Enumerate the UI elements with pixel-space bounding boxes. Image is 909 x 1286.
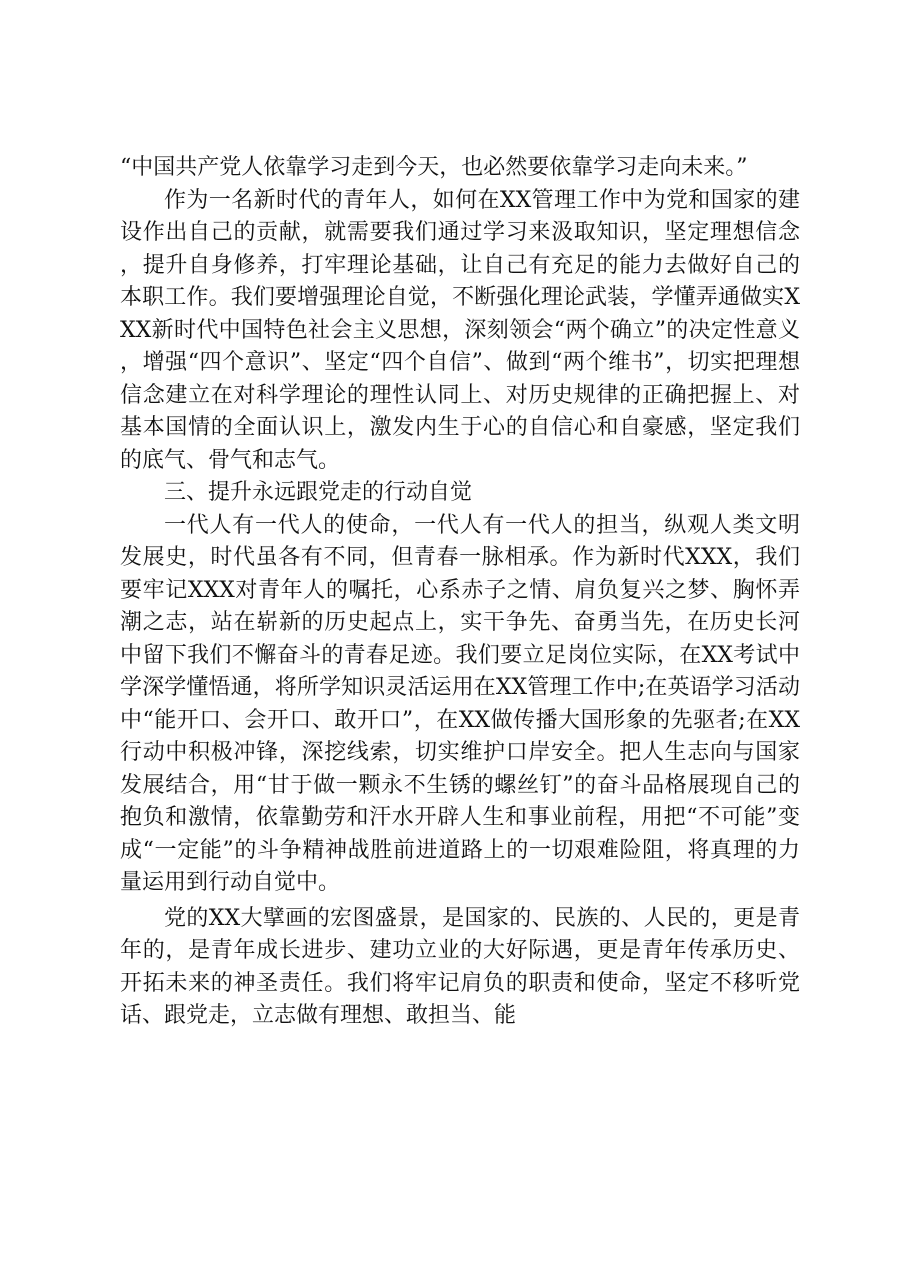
body-paragraph-youth-contribution: 作为一名新时代的青年人，如何在XX管理工作中为党和国家的建设作出自己的贡献，就需要我们通过学习来汲取知识，坚定理想信念，提升自身修养，打牢理论基础，让自己有充足的能力去做好自己的本职工作。我们要增强理论自觉，不断强化理论武装，学懂弄通做实XXX新时代中国特色社会主义思想，深刻领会“两个确立”的决定性意义，增强“四个意识”、坚定“四个自信”、做到“两个维书”，切实把理想信念建立在对科学理论的理性认同上、对历史规律的正确把握上、对基本国情的全面认识上，激发内生于心的自信心和自豪感，坚定我们的底气、骨气和志气。 bbox=[120, 187, 800, 473]
document-body bbox=[120, 152, 800, 1033]
quote-paragraph: “中国共产党人依靠学习走到今天，也必然要依靠学习走向未来。” bbox=[120, 155, 748, 180]
body-paragraph-mission: 一代人有一代人的使命，一代人有一代人的担当，纵观人类文明发展史，时代虽各有不同，但青春一脉相承。作为新时代XXX，我们要牢记XXX对青年人的嘱托，心系赤子之情、肩负复兴之梦、胸怀弄潮之志，站在崭新的历史起点上，实干争先、奋勇当先，在历史长河中留下我们不懈奋斗的青春足迹。我们要立足岗位实际，在XX考试中学深学懂悟通，将所学知识灵活运用在XX管理工作中;在英语学习活动中“能开口、会开口、敢开口”，在XX做传播大国形象的先驱者;在XX行动中积极冲锋，深挖线索，切实维护口岸安全。把人生志向与国家发展结合，用“甘于做一颗永不生锈的螺丝钉”的奋斗品格展现自己的抱负和激情，依靠勤劳和汗水开辟人生和事业前程，用把“不可能”变成“一定能”的斗争精神战胜前进道路上的一切艰难险阻，将真理的力量运用到行动自觉中。 bbox=[120, 512, 800, 895]
body-paragraph-congress: 党的XX大擘画的宏图盛景，是国家的、民族的、人民的，更是青年的，是青年成长进步、建功立业的大好际遇，更是青年传承历史、开拓未来的神圣责任。我们将牢记肩负的职责和使命，坚定不移听党话、跟党走，立志做有理想、敢担当、能 bbox=[120, 905, 800, 1028]
section-heading: 三、提升永远跟党走的行动自觉 bbox=[164, 480, 473, 505]
